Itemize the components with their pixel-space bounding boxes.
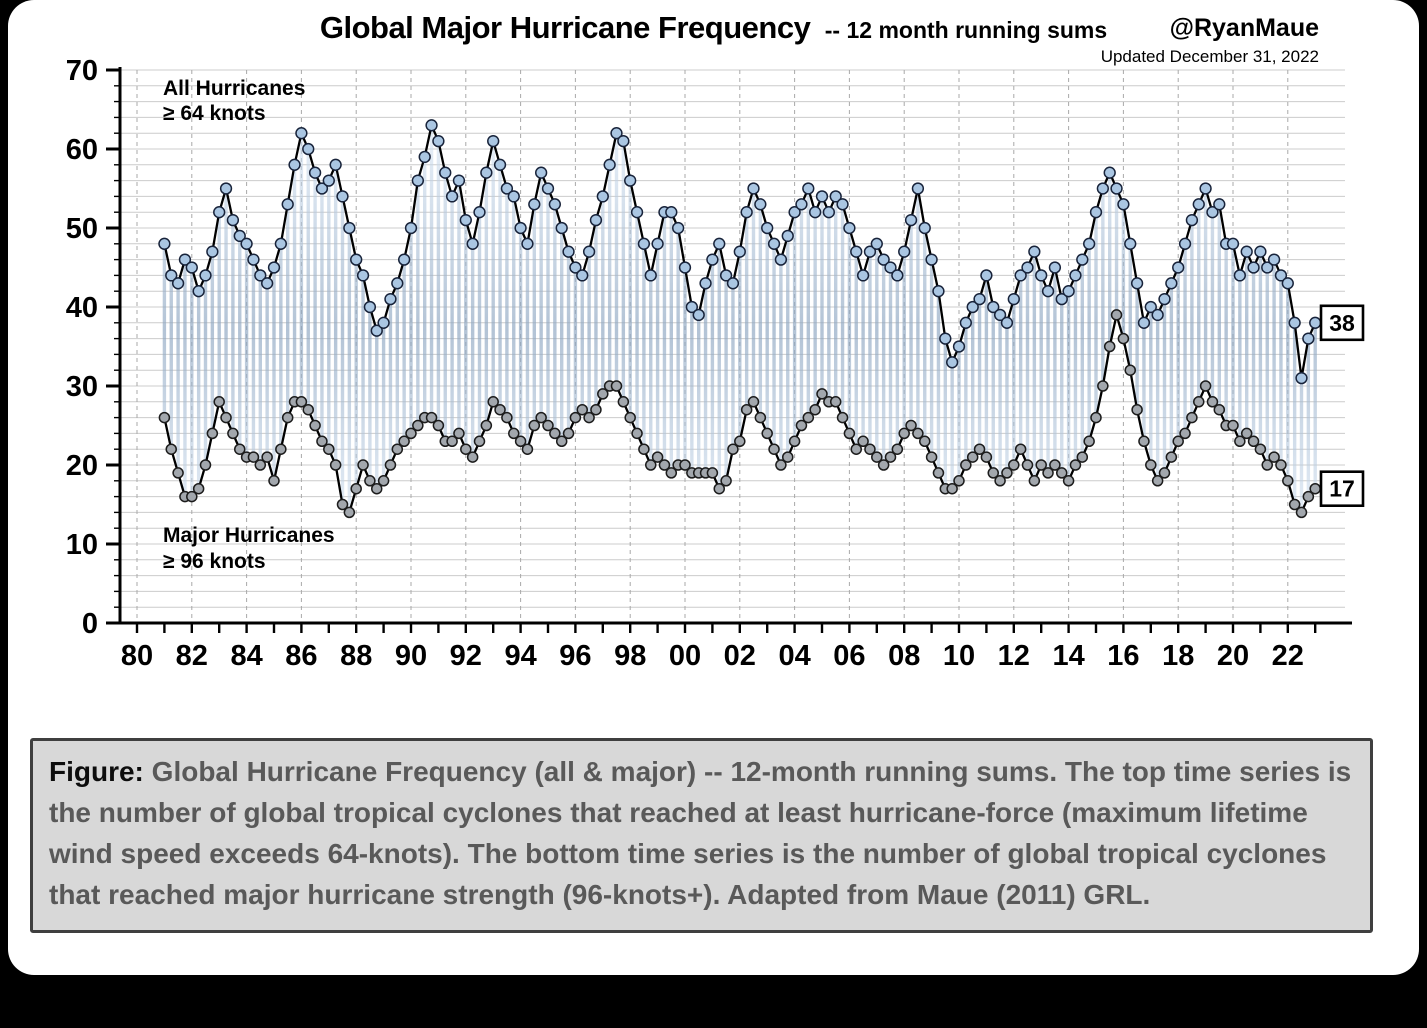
major-hurricanes-point bbox=[1084, 436, 1094, 446]
major-hurricanes-point bbox=[481, 421, 491, 431]
major-hurricanes-point bbox=[502, 413, 512, 423]
all-hurricanes-point bbox=[871, 238, 882, 249]
all-hurricanes-point bbox=[769, 238, 780, 249]
all-hurricanes-point bbox=[700, 278, 711, 289]
major-hurricanes-point bbox=[1064, 476, 1074, 486]
all-hurricanes-point bbox=[728, 278, 739, 289]
major-hurricanes-point bbox=[1310, 484, 1320, 494]
major-hurricanes-point bbox=[1166, 452, 1176, 462]
x-tick-label: 84 bbox=[230, 640, 263, 672]
all-hurricanes-point bbox=[632, 207, 643, 218]
major-hurricanes-point bbox=[228, 428, 238, 438]
major-hurricanes-point bbox=[173, 468, 183, 478]
all-hurricanes-point bbox=[1152, 310, 1163, 321]
major-hurricanes-point bbox=[625, 413, 635, 423]
all-hurricanes-point bbox=[159, 238, 170, 249]
all-hurricanes-point bbox=[1159, 294, 1170, 305]
all-hurricanes-point bbox=[1248, 262, 1259, 273]
end-value-text: 17 bbox=[1329, 475, 1355, 502]
all-hurricanes-point bbox=[344, 223, 355, 234]
major-hurricanes-point bbox=[1016, 444, 1026, 454]
all-hurricanes-point bbox=[1139, 317, 1150, 328]
all-hurricanes-point bbox=[817, 191, 828, 202]
all-hurricanes-point bbox=[1296, 373, 1307, 384]
all-hurricanes-point bbox=[1303, 333, 1314, 344]
all-hurricanes-point bbox=[275, 238, 286, 249]
all-hurricanes-point bbox=[755, 199, 766, 210]
major-hurricanes-point bbox=[468, 452, 478, 462]
all-hurricanes-point bbox=[399, 254, 410, 265]
all-hurricanes-point bbox=[933, 286, 944, 297]
all-hurricanes-point bbox=[782, 231, 793, 242]
all-hurricanes-point bbox=[173, 278, 184, 289]
all-hurricanes-point bbox=[481, 167, 492, 178]
chart-subtitle: -- 12 month running sums bbox=[824, 17, 1108, 43]
all-hurricanes-point bbox=[947, 357, 958, 368]
all-hurricanes-point bbox=[1214, 199, 1225, 210]
end-value-text: 38 bbox=[1329, 309, 1355, 336]
all-hurricanes-point bbox=[796, 199, 807, 210]
all-hurricanes-point bbox=[358, 270, 369, 281]
major-hurricanes-label: Major Hurricanes bbox=[163, 524, 335, 547]
all-hurricanes-point bbox=[1310, 317, 1321, 328]
major-hurricanes-point bbox=[303, 405, 313, 415]
all-hurricanes-point bbox=[844, 223, 855, 234]
all-hurricanes-point bbox=[323, 175, 334, 186]
all-hurricanes-point bbox=[1043, 286, 1054, 297]
all-hurricanes-point bbox=[1104, 167, 1115, 178]
major-hurricanes-point bbox=[892, 444, 902, 454]
all-hurricanes-point bbox=[296, 128, 307, 139]
all-hurricanes-point bbox=[803, 183, 814, 194]
all-hurricanes-point bbox=[762, 223, 773, 234]
major-hurricanes-point bbox=[1125, 365, 1135, 375]
all-hurricanes-point bbox=[330, 159, 341, 170]
y-tick-label: 40 bbox=[65, 292, 98, 324]
all-hurricanes-point bbox=[981, 270, 992, 281]
all-hurricanes-point bbox=[707, 254, 718, 265]
major-hurricanes-point bbox=[1297, 507, 1307, 517]
all-hurricanes-point bbox=[426, 120, 437, 131]
all-hurricanes-point bbox=[536, 167, 547, 178]
all-hurricanes-point bbox=[378, 317, 389, 328]
all-hurricanes-point bbox=[563, 246, 574, 257]
major-hurricanes-point bbox=[276, 444, 286, 454]
all-hurricanes-point bbox=[1241, 246, 1252, 257]
y-tick-label: 20 bbox=[65, 450, 98, 482]
all-hurricanes-point bbox=[597, 191, 608, 202]
x-tick-label: 20 bbox=[1216, 640, 1250, 672]
x-tick-label: 86 bbox=[285, 640, 318, 672]
all-hurricanes-point bbox=[310, 167, 321, 178]
all-hurricanes-point bbox=[214, 207, 225, 218]
major-hurricanes-point bbox=[1283, 476, 1293, 486]
all-hurricanes-point bbox=[714, 238, 725, 249]
major-hurricanes-point bbox=[927, 452, 937, 462]
x-tick-label: 08 bbox=[888, 640, 921, 672]
all-hurricanes-point bbox=[488, 136, 499, 147]
major-hurricanes-point bbox=[1132, 405, 1142, 415]
x-tick-label: 02 bbox=[723, 640, 756, 672]
major-hurricanes-point bbox=[269, 476, 279, 486]
all-hurricanes-point bbox=[741, 207, 752, 218]
major-hurricanes-point bbox=[1187, 413, 1197, 423]
all-hurricanes-point bbox=[954, 341, 965, 352]
all-hurricanes-point bbox=[406, 223, 417, 234]
all-hurricanes-point bbox=[269, 262, 280, 273]
all-hurricanes-point bbox=[1234, 270, 1245, 281]
all-hurricanes-point bbox=[1002, 317, 1013, 328]
y-tick-label: 0 bbox=[81, 608, 98, 640]
all-hurricanes-point bbox=[474, 207, 485, 218]
major-hurricanes-point bbox=[522, 444, 532, 454]
major-hurricanes-point bbox=[324, 444, 334, 454]
all-hurricanes-point bbox=[837, 199, 848, 210]
all-hurricanes-point bbox=[960, 317, 971, 328]
all-hurricanes-point bbox=[200, 270, 211, 281]
all-hurricanes-point bbox=[1193, 199, 1204, 210]
all-hurricanes-point bbox=[351, 254, 362, 265]
all-hurricanes-point bbox=[693, 310, 704, 321]
all-hurricanes-point bbox=[1289, 317, 1300, 328]
major-hurricanes-point bbox=[1255, 444, 1265, 454]
all-hurricanes-point bbox=[1036, 270, 1047, 281]
all-hurricanes-point bbox=[495, 159, 506, 170]
all-hurricanes-point bbox=[1269, 254, 1280, 265]
major-hurricanes-point bbox=[1214, 405, 1224, 415]
all-hurricanes-point bbox=[1063, 286, 1074, 297]
major-hurricanes-point bbox=[433, 421, 443, 431]
all-hurricanes-point bbox=[680, 262, 691, 273]
major-hurricanes-point bbox=[564, 428, 574, 438]
updated-date: Updated December 31, 2022 bbox=[1100, 47, 1319, 66]
all-hurricanes-point bbox=[858, 270, 869, 281]
all-hurricanes-point bbox=[1111, 183, 1122, 194]
all-hurricanes-point bbox=[734, 246, 745, 257]
major-hurricanes-point bbox=[762, 428, 772, 438]
all-hurricanes-point bbox=[913, 183, 924, 194]
major-hurricanes-point bbox=[159, 413, 169, 423]
all-hurricanes-point bbox=[851, 246, 862, 257]
major-hurricanes-point bbox=[1228, 421, 1238, 431]
all-hurricanes-point bbox=[1187, 215, 1198, 226]
all-hurricanes-point bbox=[1084, 238, 1095, 249]
major-hurricanes-threshold-label: ≥ 96 knots bbox=[163, 550, 266, 573]
major-hurricanes-point bbox=[214, 397, 224, 407]
all-hurricanes-point bbox=[673, 223, 684, 234]
major-hurricanes-point bbox=[707, 468, 717, 478]
x-tick-label: 14 bbox=[1052, 640, 1085, 672]
all-hurricanes-point bbox=[652, 238, 663, 249]
x-tick-label: 82 bbox=[175, 640, 208, 672]
caption-text: Global Hurricane Frequency (all & major) -- 12-month running sums. The top time series is the number of global tropical cyclones that reached at least hurricane-force (maximum lifetime wind speed exceeds 64-knots). The bottom time series is the number of global tropical cyclones that reached major hurricane strength (96-knots+). Adapted from Maue (2011) GRL. bbox=[49, 756, 1352, 911]
major-hurricanes-point bbox=[612, 381, 622, 391]
x-tick-label: 16 bbox=[1107, 640, 1140, 672]
all-hurricanes-point bbox=[241, 238, 252, 249]
major-hurricanes-point bbox=[981, 452, 991, 462]
all-hurricanes-point bbox=[248, 254, 259, 265]
all-hurricanes-point bbox=[1077, 254, 1088, 265]
major-hurricanes-point bbox=[810, 405, 820, 415]
all-hurricanes-point bbox=[604, 159, 615, 170]
chart-card bbox=[8, 0, 1419, 975]
all-hurricanes-point bbox=[1029, 246, 1040, 257]
all-hurricanes-point bbox=[412, 175, 423, 186]
major-hurricanes-point bbox=[201, 460, 211, 470]
all-hurricanes-point bbox=[1255, 246, 1266, 257]
all-hurricanes-point bbox=[419, 152, 430, 163]
all-hurricanes-point bbox=[262, 278, 273, 289]
major-hurricanes-point bbox=[310, 421, 320, 431]
x-tick-label: 22 bbox=[1271, 640, 1304, 672]
all-hurricanes-point bbox=[1173, 262, 1184, 273]
all-hurricanes-point bbox=[193, 286, 204, 297]
all-hurricanes-point bbox=[618, 136, 629, 147]
all-hurricanes-point bbox=[1097, 183, 1108, 194]
all-hurricanes-point bbox=[515, 223, 526, 234]
x-tick-label: 12 bbox=[997, 640, 1030, 672]
all-hurricanes-point bbox=[392, 278, 403, 289]
major-hurricanes-point bbox=[749, 397, 759, 407]
all-hurricanes-point bbox=[1125, 238, 1136, 249]
all-hurricanes-point bbox=[522, 238, 533, 249]
major-hurricanes-point bbox=[221, 413, 231, 423]
major-hurricanes-point bbox=[1146, 460, 1156, 470]
major-hurricanes-point bbox=[632, 428, 642, 438]
all-hurricanes-point bbox=[186, 262, 197, 273]
major-hurricanes-point bbox=[639, 444, 649, 454]
all-hurricanes-point bbox=[228, 215, 239, 226]
major-hurricanes-point bbox=[1091, 413, 1101, 423]
major-hurricanes-point bbox=[844, 428, 854, 438]
major-hurricanes-point bbox=[790, 436, 800, 446]
all-hurricanes-point bbox=[919, 223, 930, 234]
all-hurricanes-point bbox=[440, 167, 451, 178]
major-hurricanes-point bbox=[783, 452, 793, 462]
all-hurricanes-point bbox=[289, 159, 300, 170]
major-hurricanes-point bbox=[379, 476, 389, 486]
major-hurricanes-point bbox=[331, 460, 341, 470]
x-tick-label: 10 bbox=[942, 640, 976, 672]
all-hurricanes-point bbox=[1050, 262, 1061, 273]
x-tick-label: 92 bbox=[449, 640, 482, 672]
all-hurricanes-point bbox=[1070, 270, 1081, 281]
major-hurricanes-point bbox=[454, 428, 464, 438]
major-hurricanes-point bbox=[166, 444, 176, 454]
x-tick-label: 80 bbox=[120, 640, 154, 672]
all-hurricanes-point bbox=[906, 215, 917, 226]
all-hurricanes-point bbox=[776, 254, 787, 265]
major-hurricanes-point bbox=[1105, 342, 1115, 352]
all-hurricanes-point bbox=[748, 183, 759, 194]
all-hurricanes-point bbox=[303, 144, 314, 155]
major-hurricanes-point bbox=[1276, 460, 1286, 470]
major-hurricanes-point bbox=[838, 413, 848, 423]
all-hurricanes-point bbox=[584, 246, 595, 257]
y-tick-label: 60 bbox=[65, 134, 98, 166]
all-hurricanes-point bbox=[1132, 278, 1143, 289]
all-hurricanes-point bbox=[282, 199, 293, 210]
major-hurricanes-point bbox=[1009, 460, 1019, 470]
all-hurricanes-point bbox=[549, 199, 560, 210]
all-hurricanes-point bbox=[666, 207, 677, 218]
attribution-block bbox=[1101, 14, 1319, 67]
major-hurricanes-point bbox=[1077, 452, 1087, 462]
major-hurricanes-point bbox=[831, 397, 841, 407]
x-tick-label: 00 bbox=[668, 640, 702, 672]
y-tick-label: 50 bbox=[65, 213, 98, 245]
major-hurricanes-point bbox=[1112, 310, 1122, 320]
x-tick-label: 06 bbox=[833, 640, 866, 672]
all-hurricanes-point bbox=[1200, 183, 1211, 194]
all-hurricanes-point bbox=[926, 254, 937, 265]
major-hurricanes-point bbox=[591, 405, 601, 415]
all-hurricanes-label: All Hurricanes bbox=[163, 77, 306, 100]
major-hurricanes-point bbox=[351, 484, 361, 494]
figure-caption bbox=[30, 738, 1373, 933]
x-tick-label: 18 bbox=[1162, 640, 1195, 672]
major-hurricanes-point bbox=[1180, 428, 1190, 438]
all-hurricanes-point bbox=[556, 223, 567, 234]
x-tick-label: 94 bbox=[504, 640, 537, 672]
all-hurricanes-point bbox=[899, 246, 910, 257]
all-hurricanes-threshold-label: ≥ 64 knots bbox=[163, 102, 266, 125]
all-hurricanes-point bbox=[1282, 278, 1293, 289]
major-hurricanes-point bbox=[1023, 460, 1033, 470]
all-hurricanes-point bbox=[529, 199, 540, 210]
all-hurricanes-point bbox=[810, 207, 821, 218]
all-hurricanes-point bbox=[1008, 294, 1019, 305]
x-tick-label: 04 bbox=[778, 640, 811, 672]
all-hurricanes-point bbox=[221, 183, 232, 194]
major-hurricanes-point bbox=[769, 444, 779, 454]
all-hurricanes-point bbox=[591, 215, 602, 226]
all-hurricanes-point bbox=[892, 270, 903, 281]
x-tick-label: 96 bbox=[559, 640, 592, 672]
all-hurricanes-point bbox=[460, 215, 471, 226]
all-hurricanes-point bbox=[823, 207, 834, 218]
major-hurricanes-point bbox=[1029, 476, 1039, 486]
chart-title: Global Major Hurricane Frequency bbox=[319, 10, 811, 45]
major-hurricanes-point bbox=[735, 436, 745, 446]
major-hurricanes-point bbox=[358, 460, 368, 470]
major-hurricanes-point bbox=[207, 428, 217, 438]
y-tick-label: 30 bbox=[65, 371, 98, 403]
all-hurricanes-point bbox=[1166, 278, 1177, 289]
all-hurricanes-point bbox=[508, 191, 519, 202]
all-hurricanes-point bbox=[645, 270, 656, 281]
all-hurricanes-point bbox=[454, 175, 465, 186]
major-hurricanes-point bbox=[283, 413, 293, 423]
major-hurricanes-point bbox=[721, 476, 731, 486]
y-tick-label: 10 bbox=[65, 529, 98, 561]
x-tick-label: 98 bbox=[614, 640, 647, 672]
major-hurricanes-point bbox=[475, 436, 485, 446]
major-hurricanes-point bbox=[194, 484, 204, 494]
all-hurricanes-point bbox=[447, 191, 458, 202]
all-hurricanes-point bbox=[365, 302, 376, 313]
all-hurricanes-point bbox=[639, 238, 650, 249]
y-tick-label: 70 bbox=[65, 55, 98, 87]
all-hurricanes-point bbox=[543, 183, 554, 194]
major-hurricanes-point bbox=[1139, 436, 1149, 446]
x-tick-label: 90 bbox=[394, 640, 428, 672]
all-hurricanes-point bbox=[1180, 238, 1191, 249]
major-hurricanes-point bbox=[954, 476, 964, 486]
major-hurricanes-point bbox=[618, 397, 628, 407]
all-hurricanes-point bbox=[337, 191, 348, 202]
all-hurricanes-point bbox=[577, 270, 588, 281]
all-hurricanes-point bbox=[1022, 262, 1033, 273]
major-hurricanes-point bbox=[1118, 334, 1128, 344]
all-hurricanes-point bbox=[467, 238, 478, 249]
major-hurricanes-point bbox=[262, 452, 272, 462]
major-hurricanes-point bbox=[920, 436, 930, 446]
major-hurricanes-point bbox=[1201, 381, 1211, 391]
all-hurricanes-point bbox=[385, 294, 396, 305]
major-hurricanes-point bbox=[1194, 397, 1204, 407]
major-hurricanes-point bbox=[755, 413, 765, 423]
major-hurricanes-point bbox=[933, 468, 943, 478]
hurricane-frequency-plot bbox=[8, 0, 1419, 730]
major-hurricanes-point bbox=[1098, 381, 1108, 391]
major-hurricanes-point bbox=[385, 460, 395, 470]
x-tick-label: 88 bbox=[340, 640, 373, 672]
major-hurricanes-point bbox=[1160, 468, 1170, 478]
author-handle: @RyanMaue bbox=[1169, 14, 1319, 42]
all-hurricanes-point bbox=[625, 175, 636, 186]
caption-prefix: Figure: bbox=[49, 756, 144, 787]
all-hurricanes-point bbox=[1228, 238, 1239, 249]
all-hurricanes-point bbox=[1091, 207, 1102, 218]
all-hurricanes-point bbox=[1118, 199, 1129, 210]
all-hurricanes-point bbox=[974, 294, 985, 305]
all-hurricanes-point bbox=[940, 333, 951, 344]
all-hurricanes-point bbox=[433, 136, 444, 147]
all-hurricanes-point bbox=[207, 246, 218, 257]
major-hurricanes-point bbox=[344, 507, 354, 517]
